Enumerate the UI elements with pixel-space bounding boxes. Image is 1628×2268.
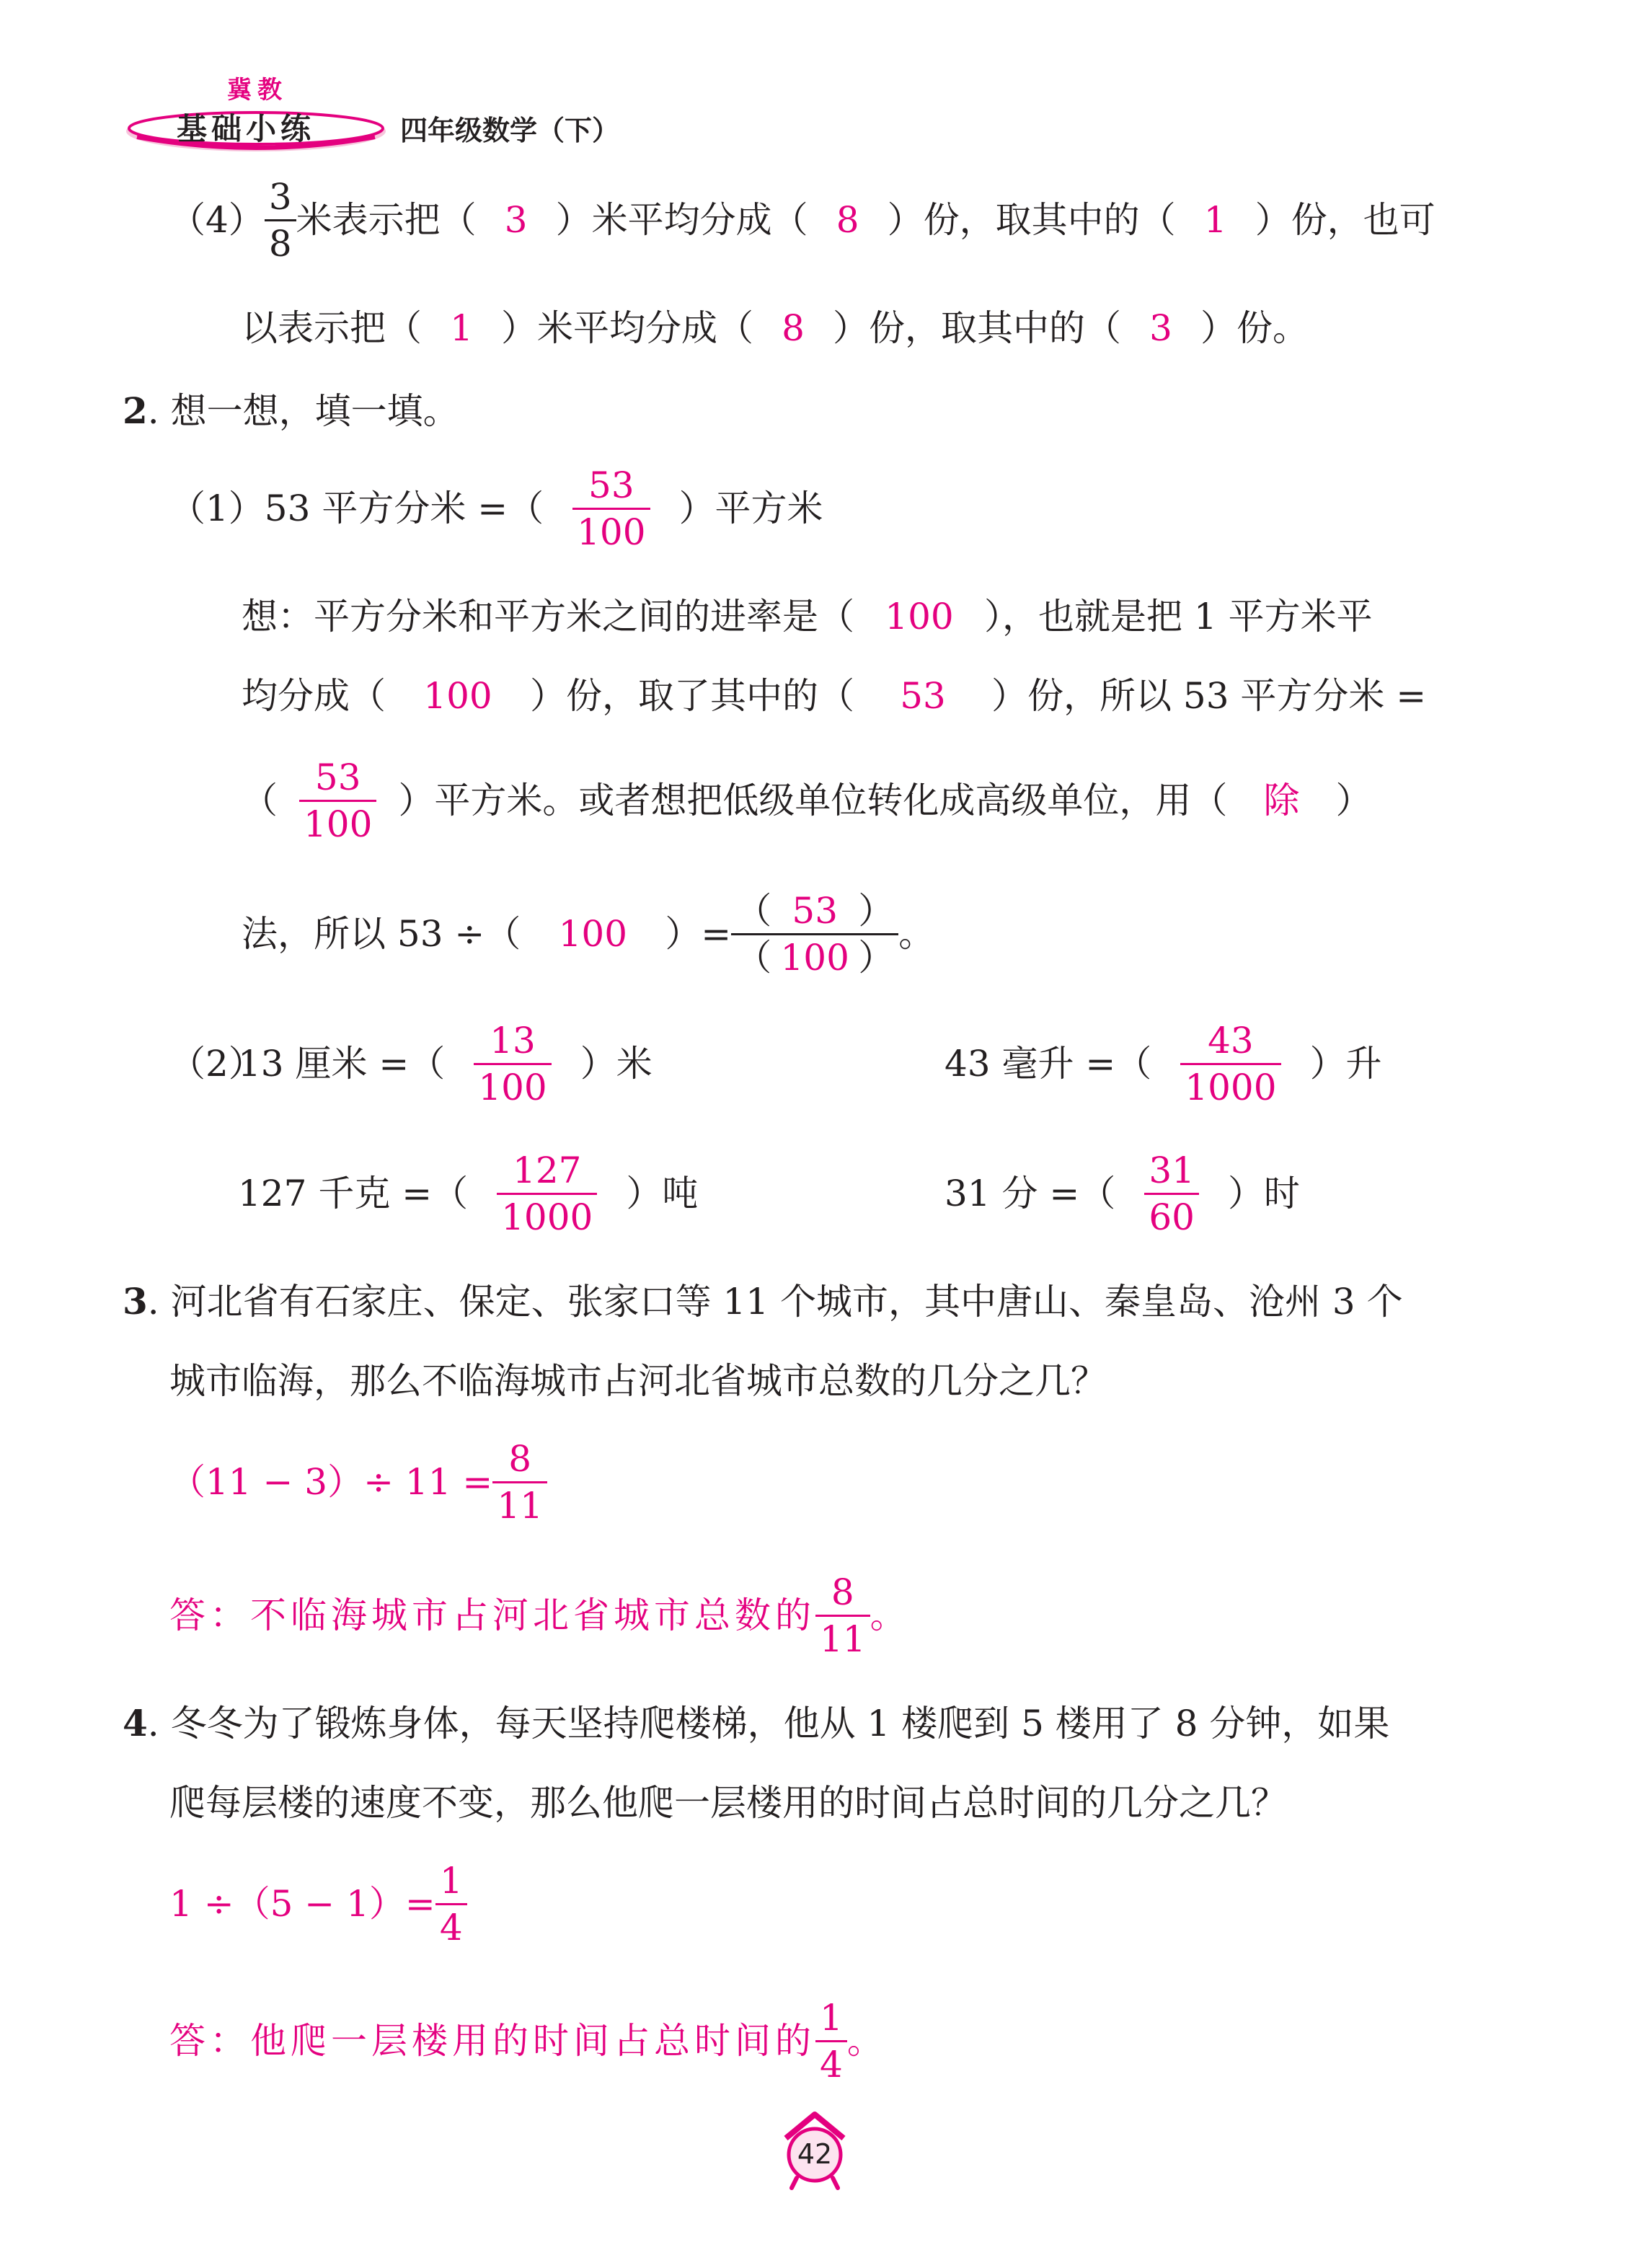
q2-think-result-num: 53 xyxy=(792,889,839,932)
q2-think-t6: （ xyxy=(242,780,278,821)
q2-2-item-1-fraction xyxy=(474,1019,551,1108)
q2-think-answer-5: 100 xyxy=(558,913,628,955)
q2-2-item-3-num: 127 xyxy=(513,1149,582,1191)
q2-2-item-3-fraction xyxy=(497,1149,597,1238)
q2-2-item-3-den: 1000 xyxy=(497,1193,597,1235)
q2-2-item-4-fraction xyxy=(1144,1149,1199,1238)
q1-4-fraction xyxy=(265,175,296,265)
q2-think-result-den: 100 xyxy=(780,936,849,979)
q2-think-answer-2: 100 xyxy=(423,675,492,717)
q2-1 xyxy=(169,462,823,555)
q3-text-line1: . 河北省有石家庄、保定、张家口等 11 个城市，其中唐山、秦皇岛、沧州 3 个 xyxy=(147,1281,1403,1323)
q4-answer-text: 答：他爬一层楼用的时间占总时间的 xyxy=(169,2020,815,2062)
q2-2-item-2-den: 1000 xyxy=(1180,1063,1280,1106)
q3-answer-num: 8 xyxy=(831,1571,854,1613)
q1-4-answer-5: 8 xyxy=(782,307,805,349)
q2-2-item-2-num: 43 xyxy=(1208,1019,1254,1062)
q2-think-line2 xyxy=(242,671,1426,721)
q2-2-item-2-left: 43 毫升 =（ xyxy=(944,1043,1152,1085)
q2-think-t4: ）份，取了其中的（ xyxy=(530,675,854,717)
q2-1-answer-fraction xyxy=(572,464,650,553)
q2-2-item-2-right: ）升 xyxy=(1309,1043,1382,1085)
q2-think-t1: 想：平方分米和平方米之间的进率是（ xyxy=(242,596,854,637)
q4-text-line1: . 冬冬为了锻炼身体，每天坚持爬楼梯，他从 1 楼爬到 5 楼用了 8 分钟，如果 xyxy=(147,1703,1390,1744)
q2-think-t10: ）= xyxy=(665,913,732,955)
q2-title xyxy=(123,386,459,436)
q2-think-answer-4: 除 xyxy=(1263,780,1300,821)
q2-think-line3 xyxy=(242,754,1371,847)
q1-4-frac-den: 8 xyxy=(265,219,296,262)
q2-2-item-1 xyxy=(238,1017,652,1111)
q1-4-answer-2: 8 xyxy=(836,199,859,241)
q2-think-answer-3: 53 xyxy=(900,675,946,717)
q2-think-t2: ），也就是把 1 平方米平 xyxy=(984,596,1373,637)
q4-calc-text: 1 ÷（5 − 1）= xyxy=(169,1883,435,1925)
q4-answer-fraction xyxy=(815,1996,847,2086)
q2-2-item-2-fraction xyxy=(1180,1019,1280,1108)
q2-2-item-4-left: 31 分 =（ xyxy=(944,1173,1116,1214)
q2-think-t9: 法，所以 53 ÷（ xyxy=(242,913,521,955)
q1-4-t4: ）份，也可 xyxy=(1255,199,1435,241)
q2-think-frac-num: 53 xyxy=(314,756,361,798)
q2-2-item-3-left: 127 千克 =（ xyxy=(238,1173,469,1214)
header-publisher: 冀教 xyxy=(227,76,288,105)
q2-think-answer-1: 100 xyxy=(885,596,954,637)
q2-title-text: . 想一想，填一填。 xyxy=(147,390,459,432)
q2-think-fraction xyxy=(299,756,376,845)
q2-think-t3: 均分成（ xyxy=(242,675,386,717)
q3-calc-num: 8 xyxy=(508,1437,532,1480)
q4-answer-end: 。 xyxy=(846,2020,883,2062)
q3-number: 3 xyxy=(123,1280,148,1323)
q2-number: 2 xyxy=(123,389,148,432)
q3-calculation xyxy=(169,1435,547,1529)
q1-4-t5: 以表示把（ xyxy=(242,307,422,349)
q2-2-item-1-left: 13 厘米 =（ xyxy=(238,1043,446,1085)
q2-think-result-paren-left-2: （ xyxy=(735,936,772,979)
q4-text-line2: 爬每层楼的速度不变，那么他爬一层楼用的时间占总时间的几分之几？ xyxy=(169,1782,1287,1824)
q2-2-label-text: （2） xyxy=(169,1043,265,1085)
q4-line2 xyxy=(169,1778,1287,1828)
q2-think-result-numerator xyxy=(731,889,898,933)
q3-line1 xyxy=(123,1276,1403,1327)
q2-think-line4 xyxy=(242,887,934,981)
header-grade-subject: 四年级数学（下） xyxy=(400,115,620,146)
q1-4-line1 xyxy=(169,173,1435,267)
page-number-badge xyxy=(771,2106,858,2192)
q2-think-result-paren-left-1: （ xyxy=(735,889,772,932)
q2-1-unit: ）平方米 xyxy=(678,487,823,529)
q2-think-result-paren-right-2: ） xyxy=(858,936,895,979)
q2-1-label: （1）53 平方分米 =（ xyxy=(169,487,544,529)
q2-1-ans-num: 53 xyxy=(588,464,634,506)
q1-4-answer-4: 1 xyxy=(450,307,473,349)
q2-think-t5: ）份，所以 53 平方分米 = xyxy=(991,675,1427,717)
q2-2-item-1-num: 13 xyxy=(490,1019,536,1062)
q4-answer xyxy=(169,1994,883,2088)
q1-4-t7: ）份，取其中的（ xyxy=(833,307,1121,349)
q3-answer-fraction xyxy=(815,1571,870,1660)
q4-answer-den: 4 xyxy=(815,2040,847,2083)
q3-answer-text: 答：不临海城市占河北省城市总数的 xyxy=(169,1594,815,1636)
q2-2-item-1-right: ）米 xyxy=(580,1043,652,1085)
q3-line2 xyxy=(169,1356,1107,1406)
q3-calc-den: 11 xyxy=(492,1481,547,1524)
q2-2-item-4-num: 31 xyxy=(1149,1149,1195,1191)
q4-answer-num: 1 xyxy=(820,1996,843,2039)
q3-calc-text: （11 − 3）÷ 11 = xyxy=(169,1461,493,1503)
page-number: 42 xyxy=(797,2138,833,2170)
q4-number: 4 xyxy=(123,1702,148,1744)
q3-calc-fraction xyxy=(492,1437,547,1527)
q2-2-item-4-den: 60 xyxy=(1144,1193,1199,1235)
q1-4-num: （4） xyxy=(169,199,265,241)
q1-4-t2: ）米平均分成（ xyxy=(555,199,808,241)
q1-4-frac-num: 3 xyxy=(268,175,292,218)
q2-think-frac-den: 100 xyxy=(299,800,376,842)
q1-4-t6: ）米平均分成（ xyxy=(501,307,753,349)
q1-4-line2 xyxy=(242,303,1309,353)
q2-2-item-1-den: 100 xyxy=(474,1063,551,1106)
q2-think-result-denominator xyxy=(731,933,898,979)
q1-4-t3: ）份，取其中的（ xyxy=(887,199,1176,241)
q2-think-t7: ）平方米。或者想把低级单位转化成高级单位，用（ xyxy=(398,780,1228,821)
q4-calc-den: 4 xyxy=(435,1903,467,1946)
q1-4-answer-1: 3 xyxy=(504,199,528,241)
q3-text-line2: 城市临海，那么不临海城市占河北省城市总数的几分之几？ xyxy=(169,1360,1107,1402)
q2-1-ans-den: 100 xyxy=(572,508,650,550)
q1-4-t8: ）份。 xyxy=(1200,307,1309,349)
q2-think-t8: ） xyxy=(1335,780,1372,821)
q2-2-item-4-right: ）时 xyxy=(1227,1173,1300,1214)
q1-4-t1: 米表示把（ xyxy=(296,199,477,241)
q2-think-line1 xyxy=(242,591,1373,642)
q4-calc-num: 1 xyxy=(439,1859,463,1902)
q2-think-result-fraction xyxy=(731,889,898,979)
q3-answer-end: 。 xyxy=(870,1594,906,1636)
q2-think-t11: 。 xyxy=(898,913,935,955)
header xyxy=(123,72,671,159)
q2-2-item-3-right: ）吨 xyxy=(626,1173,699,1214)
q4-calc-fraction xyxy=(435,1859,467,1949)
q4-line1 xyxy=(123,1698,1389,1749)
header-series: 基础小练 xyxy=(177,111,316,146)
q2-2-item-4 xyxy=(944,1147,1300,1240)
q2-think-result-paren-right-1: ） xyxy=(858,889,895,932)
q1-4-answer-3: 1 xyxy=(1203,199,1227,241)
q3-answer-den: 11 xyxy=(815,1615,870,1657)
q2-2-item-3 xyxy=(238,1147,698,1240)
q2-2-item-2 xyxy=(944,1017,1382,1111)
q1-4-answer-6: 3 xyxy=(1149,307,1172,349)
q4-calculation xyxy=(169,1857,467,1951)
q3-answer xyxy=(169,1568,906,1662)
